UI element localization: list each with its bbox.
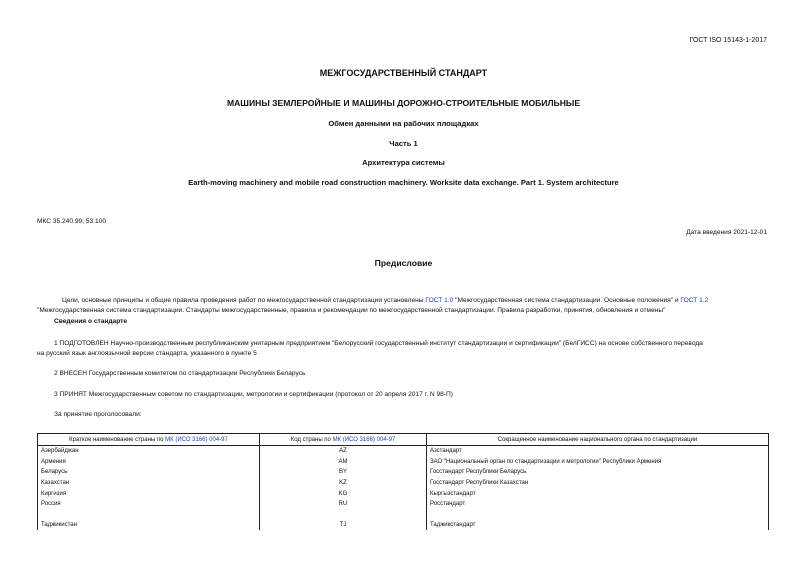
- document-title: МАШИНЫ ЗЕМЛЕРОЙНЫЕ И МАШИНЫ ДОРОЖНО-СТРОИТЕЛЬНЫЕ МОБИЛЬНЫЕ: [226, 98, 581, 108]
- gost-1-2-link[interactable]: ГОСТ 1.2: [680, 297, 709, 304]
- country-cell: Казахстан: [38, 478, 260, 489]
- voting-countries-table: [37, 433, 769, 530]
- code-cell: AM: [260, 457, 427, 468]
- code-cell: BY: [260, 467, 427, 478]
- country-cell: Россия: [38, 499, 260, 510]
- body-cell: ЗАО "Национальный орган по стандартизации и метрологии" Республики Армения: [427, 457, 769, 468]
- table-row: [38, 457, 769, 468]
- spacer-cell: [427, 510, 769, 520]
- foreword-paragraph-line2: "Межгосударственная система стандартизации. Стандарты межгосударственные, правила и рекомендации по межгосударственной стандартизации. Правила разработки, принятия, обновления и отмены": [37, 307, 666, 314]
- foreword-text-a: Цели, основные принципы и общие правила проведения работ по межгосударственной стандартизации установлены: [62, 297, 424, 304]
- item-1-line1: 1 ПОДГОТОВЛЕН Научно-производственным республиканским унитарным предприятием "Белорусский государственный институт стандартизации и сертификации" (БелГИСС) на основе собственного перевода: [54, 340, 703, 347]
- body-cell: Госстандарт Республики Казахстан: [427, 478, 769, 489]
- country-cell: Армения: [38, 457, 260, 468]
- table-row: [38, 467, 769, 478]
- code-cell: RU: [260, 499, 427, 510]
- part-name: Архитектура системы: [362, 158, 445, 167]
- standard-type-heading: МЕЖГОСУДАРСТВЕННЫЙ СТАНДАРТ: [319, 68, 488, 78]
- header-country-text: Краткое наименование страны по: [69, 436, 164, 443]
- header-standards-body: Сокращенное наименование национального органа по стандартизации: [427, 434, 769, 446]
- table-row: [38, 499, 769, 510]
- country-cell: Беларусь: [38, 467, 260, 478]
- table-row: [38, 488, 769, 499]
- item-3: 3 ПРИНЯТ Межгосударственным советом по стандартизации, метрологии и сертификации (протокол от 20 апреля 2017 г. N 98-П): [54, 391, 453, 398]
- code-cell: AZ: [260, 446, 427, 457]
- item-1-line2: на русский язык англоязычной версии стандарта, указанного в пункте 5: [37, 350, 257, 357]
- table-row: [38, 520, 769, 531]
- mk-iso-3166-code-link[interactable]: МК (ИСО 3166) 004-97: [332, 436, 396, 443]
- code-cell: KZ: [260, 478, 427, 489]
- mks-classification: МКС 35.240.99; 53.100: [37, 218, 107, 225]
- spacer-cell: [38, 510, 260, 520]
- body-cell: Росстандарт: [427, 499, 769, 510]
- introduction-date: Дата введения 2021-12-01: [686, 229, 767, 236]
- foreword-text-b: "Межгосударственная система стандартизации. Основные положения" и: [455, 297, 679, 304]
- header-code-text: Код страны по: [290, 436, 331, 443]
- voted-label: За принятие проголосовали:: [54, 411, 142, 418]
- body-cell: Кыргызстандарт: [427, 488, 769, 499]
- country-cell: Азербайджан: [38, 446, 260, 457]
- body-cell: Азстандарт: [427, 446, 769, 457]
- body-cell: Госстандарт Республики Беларусь: [427, 467, 769, 478]
- table-header-row: [38, 434, 769, 446]
- header-country-code: [260, 434, 427, 446]
- table-row-spacer: [38, 510, 769, 520]
- part-number: Часть 1: [389, 139, 418, 148]
- country-cell: Киргизия: [38, 488, 260, 499]
- code-cell: KG: [260, 488, 427, 499]
- header-country-name: [38, 434, 260, 446]
- english-title: Earth-moving machinery and mobile road construction machinery. Worksite data exchange. Part 1. System architecture: [188, 178, 619, 187]
- country-cell: Таджикистан: [38, 520, 260, 531]
- gost-1-0-link[interactable]: ГОСТ 1.0: [425, 297, 454, 304]
- about-standard-heading: Сведения о стандарте: [54, 318, 128, 325]
- table-row: [38, 446, 769, 457]
- table-row: [38, 478, 769, 489]
- document-subtitle: Обмен данными на рабочих площадках: [328, 119, 479, 128]
- item-2: 2 ВНЕСЕН Государственным комитетом по стандартизации Республики Беларусь: [54, 370, 306, 377]
- body-cell: Таджикстандарт: [427, 520, 769, 531]
- foreword-paragraph-line1: [62, 297, 708, 304]
- foreword-heading: Предисловие: [374, 258, 433, 268]
- mk-iso-3166-link[interactable]: МК (ИСО 3166) 004-97: [165, 436, 228, 443]
- spacer-cell: [260, 510, 427, 520]
- document-code: ГОСТ ISO 15143-1-2017: [689, 37, 767, 44]
- code-cell: TJ: [260, 520, 427, 531]
